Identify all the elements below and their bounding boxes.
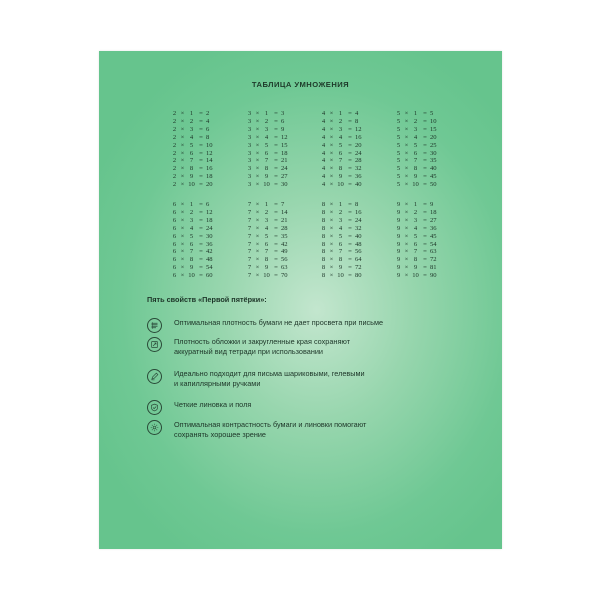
property-item <box>147 369 474 389</box>
property-text <box>174 337 474 357</box>
eye-icon <box>147 420 162 435</box>
table-row: 2 × 9 = 18 <box>172 173 213 181</box>
table-row: 7 × 5 = 35 <box>247 232 288 240</box>
table-row: 6 × 6 = 36 <box>172 240 213 248</box>
notebook-cover <box>99 51 502 549</box>
table-row: 9 × 9 = 81 <box>396 264 437 272</box>
table-row: 2 × 10 = 20 <box>172 181 213 189</box>
property-line: Четкие линовка и поля <box>174 400 252 409</box>
table-row: 4 × 9 = 36 <box>321 173 362 181</box>
table-row: 8 × 2 = 16 <box>321 208 362 216</box>
property-item <box>147 318 474 333</box>
table-row: 8 × 1 = 8 <box>321 201 359 208</box>
table-row: 5 × 4 = 20 <box>396 133 437 141</box>
table-row: 8 × 6 = 48 <box>321 240 362 248</box>
table-row: 3 × 4 = 12 <box>247 133 288 141</box>
table-row: 3 × 8 = 24 <box>247 165 288 173</box>
table-row: 5 × 6 = 30 <box>396 149 437 157</box>
property-line: сохранять хорошее зрение <box>174 430 266 439</box>
table-row: 3 × 2 = 6 <box>247 117 285 125</box>
table-row: 9 × 2 = 18 <box>396 208 437 216</box>
table-row: 5 × 9 = 45 <box>396 173 437 181</box>
table-block-6 <box>171 201 218 280</box>
table-row: 3 × 5 = 15 <box>247 141 288 149</box>
table-row: 9 × 10 = 90 <box>396 272 437 280</box>
table-row: 5 × 5 = 25 <box>396 141 437 149</box>
property-item <box>147 420 474 440</box>
table-row: 3 × 6 = 18 <box>247 149 288 157</box>
table-row: 3 × 1 = 3 <box>247 110 285 117</box>
table-row: 7 × 8 = 56 <box>247 256 288 264</box>
table-row: 7 × 6 = 42 <box>247 240 288 248</box>
table-row: 8 × 5 = 40 <box>321 232 362 240</box>
pen-icon <box>147 369 162 384</box>
paper-layers-icon <box>147 318 162 333</box>
table-row: 9 × 4 = 36 <box>396 224 437 232</box>
table-row: 4 × 8 = 32 <box>321 165 362 173</box>
table-row: 4 × 7 = 28 <box>321 157 362 165</box>
table-row: 2 × 4 = 8 <box>172 133 210 141</box>
property-item <box>147 400 474 415</box>
property-line: Оптимальная плотность бумаги не дает просвета при письме <box>174 318 384 327</box>
table-row: 5 × 1 = 5 <box>396 110 434 117</box>
table-row: 4 × 6 = 24 <box>321 149 362 157</box>
page-title: ТАБЛИЦА УМНОЖЕНИЯ <box>251 80 350 89</box>
table-row: 7 × 1 = 7 <box>247 201 285 208</box>
table-row: 4 × 2 = 8 <box>321 117 359 125</box>
table-row: 7 × 10 = 70 <box>247 272 288 280</box>
table-row: 4 × 1 = 4 <box>321 110 359 117</box>
table-row: 3 × 7 = 21 <box>247 157 288 165</box>
table-row: 3 × 10 = 30 <box>247 181 288 189</box>
property-line: Оптимальная контрастность бумаги и линовки помогают <box>174 420 367 429</box>
table-row: 6 × 8 = 48 <box>172 256 213 264</box>
table-row: 5 × 3 = 15 <box>396 125 437 133</box>
table-row: 7 × 7 = 49 <box>247 248 288 256</box>
table-row: 5 × 10 = 50 <box>396 181 437 189</box>
table-row: 9 × 5 = 45 <box>396 232 437 240</box>
property-text <box>174 318 474 328</box>
property-line: Идеально подходит для письма шариковыми, гелевыми <box>174 369 365 378</box>
table-row: 7 × 4 = 28 <box>247 224 288 232</box>
table-row: 6 × 10 = 60 <box>172 272 213 280</box>
table-row: 2 × 6 = 12 <box>172 149 213 157</box>
property-line: аккуратный вид тетради при использовании <box>174 347 324 356</box>
table-row: 9 × 6 = 54 <box>396 240 437 248</box>
table-row: 7 × 9 = 63 <box>247 264 288 272</box>
property-line: и капиллярными ручками <box>174 379 261 388</box>
table-row: 4 × 5 = 20 <box>321 141 362 149</box>
table-row: 9 × 7 = 63 <box>396 248 437 256</box>
table-row: 8 × 7 = 56 <box>321 248 362 256</box>
table-row: 5 × 8 = 40 <box>396 165 437 173</box>
properties-title: Пять свойств «Первой пятёрки»: <box>147 295 267 304</box>
table-row: 6 × 1 = 6 <box>172 201 210 208</box>
table-row: 2 × 2 = 4 <box>172 117 210 125</box>
table-row: 4 × 3 = 12 <box>321 125 362 133</box>
table-row: 5 × 7 = 35 <box>396 157 437 165</box>
table-row: 3 × 3 = 9 <box>247 125 285 133</box>
table-row: 2 × 3 = 6 <box>172 125 210 133</box>
property-text <box>174 400 474 410</box>
table-row: 8 × 4 = 32 <box>321 224 362 232</box>
table-row: 9 × 8 = 72 <box>396 256 437 264</box>
table-row: 9 × 1 = 9 <box>396 201 434 208</box>
property-text <box>174 369 474 389</box>
table-row: 8 × 9 = 72 <box>321 264 362 272</box>
table-row: 3 × 9 = 27 <box>247 173 288 181</box>
property-item <box>147 337 474 357</box>
table-row: 6 × 2 = 12 <box>172 208 213 216</box>
table-row: 2 × 8 = 16 <box>172 165 213 173</box>
table-block-4 <box>320 110 367 189</box>
shield-check-icon <box>147 400 162 415</box>
table-row: 2 × 7 = 14 <box>172 157 213 165</box>
table-row: 2 × 1 = 2 <box>172 110 210 117</box>
table-block-9 <box>395 201 442 280</box>
table-row: 6 × 7 = 42 <box>172 248 213 256</box>
table-row: 8 × 8 = 64 <box>321 256 362 264</box>
table-row: 6 × 3 = 18 <box>172 216 213 224</box>
table-row: 7 × 2 = 14 <box>247 208 288 216</box>
notebook-corner-icon <box>147 337 162 352</box>
table-row: 5 × 2 = 10 <box>396 117 437 125</box>
property-text <box>174 420 474 440</box>
table-row: 7 × 3 = 21 <box>247 216 288 224</box>
table-block-3 <box>246 110 293 189</box>
property-line: Плотность обложки и закругленные края сохраняют <box>174 337 351 346</box>
table-row: 6 × 5 = 30 <box>172 232 213 240</box>
table-row: 8 × 10 = 80 <box>321 272 362 280</box>
table-row: 6 × 4 = 24 <box>172 224 213 232</box>
table-row: 4 × 4 = 16 <box>321 133 362 141</box>
table-block-7 <box>246 201 293 280</box>
table-row: 9 × 3 = 27 <box>396 216 437 224</box>
table-row: 4 × 10 = 40 <box>321 181 362 189</box>
table-block-8 <box>320 201 367 280</box>
table-block-5 <box>395 110 442 189</box>
table-row: 6 × 9 = 54 <box>172 264 213 272</box>
table-block-2 <box>171 110 218 189</box>
table-row: 8 × 3 = 24 <box>321 216 362 224</box>
table-row: 2 × 5 = 10 <box>172 141 213 149</box>
